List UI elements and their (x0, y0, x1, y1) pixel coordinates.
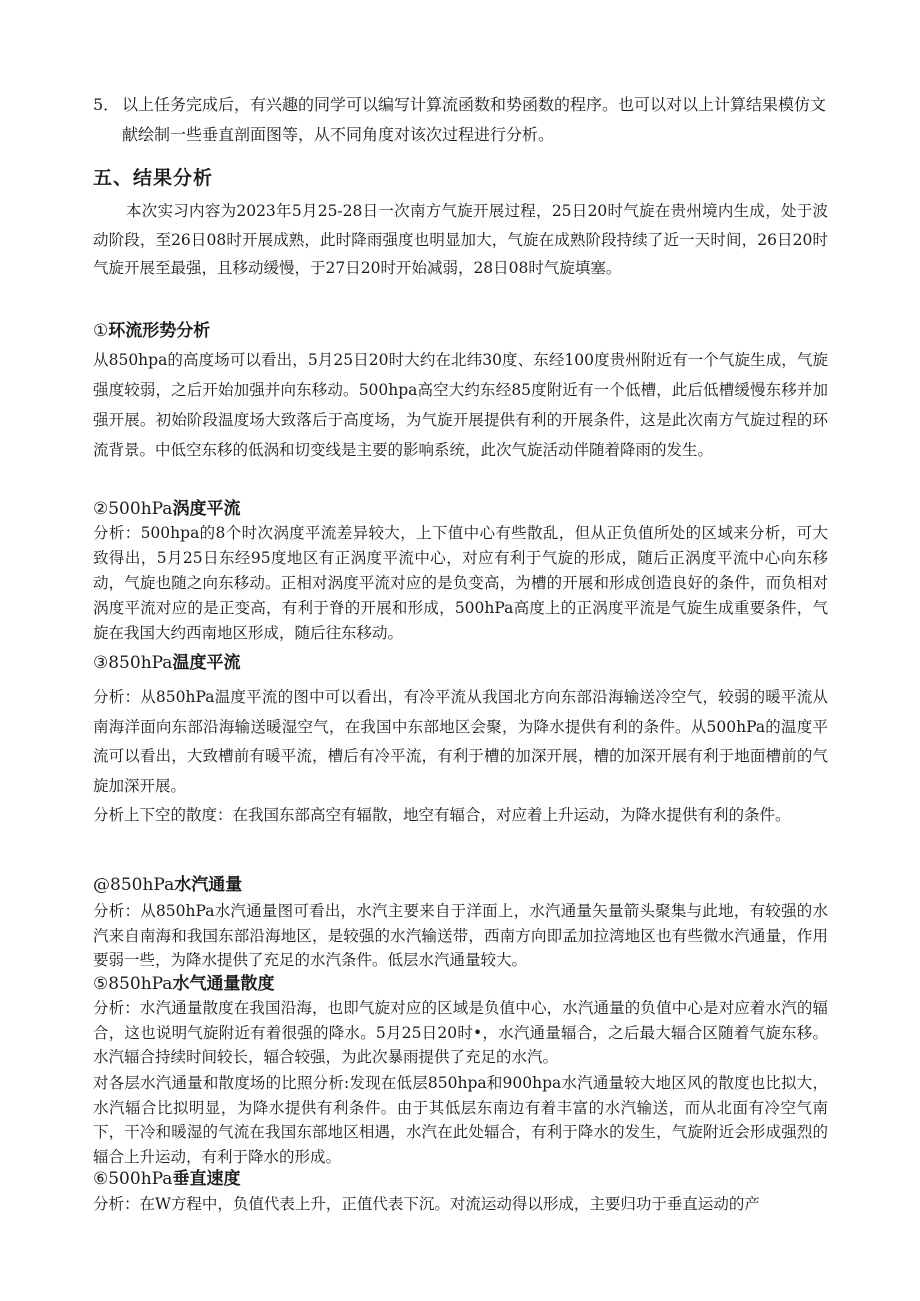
subheading-temperature (93, 650, 240, 676)
subheading-title: 温度平流 (172, 653, 241, 673)
comparison-paragraph: 对各层水汽通量和散度场的比照分析:发现在低层850hpa和900hpa水汽通量较大地区风的散度也比拟大，水汽辐合比拟明显，为降水提供有利条件。由于其低层东南边有着丰富的水汽输送，而从北面有冷空气南下，干冷和暖湿的气流在我国东部地区相遇，水汽在此处辐合，有利于降水的发生，气旋附近会形成强烈的辐合上升运动，有利于降水的形成。 (93, 1074, 828, 1166)
subheading-circulation (93, 318, 210, 344)
section-heading: 五、结果分析 (93, 167, 214, 189)
list-number: 5． (93, 95, 120, 114)
vertical-velocity-paragraph: 分析：在W方程中，负值代表上升，正值代表下沉。对流运动得以形成，主要归功于垂直运动的产 (93, 1195, 760, 1213)
subheading-vorticity (93, 496, 240, 522)
list-item-text: 以上任务完成后，有兴趣的同学可以编写计算流函数和势函数的程序。也可以对以上计算结果模仿文献绘制一些垂直剖面图等，从不同角度对该次过程进行分析。 (122, 95, 827, 144)
subheading-title: 水气通量散度 (172, 974, 275, 994)
subheading-title: 垂直速度 (172, 1169, 241, 1189)
subheading-title: 水汽通量 (174, 875, 243, 895)
vorticity-paragraph: 分析：500hpa的8个时次涡度平流差异较大，上下值中心有些散乱，但从正负值所处的区域来分析，可大致得出，5月25日东经95度地区有正涡度平流中心，对应有利于气旋的形成，随后正涡度平流中心向东移动，气旋也随之向东移动。正相对涡度平流对应的是负变高，为槽的开展和形成创造良好的条件，而负相对涡度平流对应的是正变高，有利于脊的开展和形成，500hPa高度上的正涡度平流是气旋生成重要条件，气旋在我国大约西南地区形成，随后往东移动。 (93, 524, 828, 642)
vapor-flux-paragraph: 分析：从850hPa水汽通量图可看出，水汽主要来自于洋面上，水汽通量矢量箭头聚集与此地，有较强的水汽来自南海和我国东部沿海地区，是较强的水汽输送带，西南方向即孟加拉湾地区也有些微水汽通量，作用要弱一些，为降水提供了充足的水汽条件。低层水汽通量较大。 (93, 902, 828, 969)
temperature-paragraph: 分析：从850hPa温度平流的图中可以看出，有冷平流从我国北方向东部沿海输送冷空气，较弱的暖平流从南海洋面向东部沿海输送暖湿空气，在我国中东部地区会聚，为降水提供有利的条件。从500hPa的温度平流可以看出，大致槽前有暖平流，槽后有冷平流，有利于槽的加深开展，槽的加深开展有利于地面槽前的气旋加深开展。 (93, 688, 828, 795)
list-item-5 (93, 90, 833, 150)
subheading-marker: @850hPa (93, 875, 175, 895)
divergence-paragraph: 分析上下空的散度：在我国东部高空有辐散，地空有辐合，对应着上升运动，为降水提供有利的条件。 (93, 806, 791, 824)
subheading-vapor-divergence (93, 971, 274, 997)
subheading-marker: ⑤850hPa (93, 974, 173, 994)
subheading-marker: ②500hPa (93, 499, 173, 519)
subheading-marker: ③850hPa (93, 653, 173, 673)
subheading-vapor-flux (93, 872, 242, 898)
subheading-marker: ① (93, 321, 109, 341)
subheading-vertical-velocity (93, 1166, 240, 1192)
circulation-paragraph: 从850hpa的高度场可以看出，5月25日20时大约在北纬30度、东经100度贵州附近有一个气旋生成，气旋强度较弱，之后开始加强并向东移动。500hpa高空大约东经85度附近有一个低槽，此后低槽缓慢东移并加强开展。初始阶段温度场大致落后于高度场，为气旋开展提供有利的开展条件，这是此次南方气旋过程的环流背景。中低空东移的低涡和切变线是主要的影响系统，此次气旋活动伴随着降雨的发生。 (93, 351, 828, 459)
vapor-divergence-paragraph: 分析：水汽通量散度在我国沿海，也即气旋对应的区域是负值中心，水汽通量的负值中心是对应着水汽的辐合，这也说明气旋附近有着很强的降水。5月25日20时•，水汽通量辐合，之后最大辐合区随着气旋东移。水汽辐合持续时间较长，辐合较强，为此次暴雨提供了充足的水汽。 (93, 999, 828, 1066)
intro-paragraph: 本次实习内容为2023年5月25-28日一次南方气旋开展过程，25日20时气旋在贵州境内生成，处于波动阶段，至26日08时开展成熟，此时降雨强度也明显加大，气旋在成熟阶段持续了近一天时间，26日20时气旋开展至最强，且移动缓慢，于27日20时开始减弱，28日08时气旋填塞。 (93, 202, 828, 277)
subheading-title: 涡度平流 (172, 499, 241, 519)
subheading-marker: ⑥500hPa (93, 1169, 173, 1189)
subheading-title: 环流形势分析 (108, 321, 211, 341)
